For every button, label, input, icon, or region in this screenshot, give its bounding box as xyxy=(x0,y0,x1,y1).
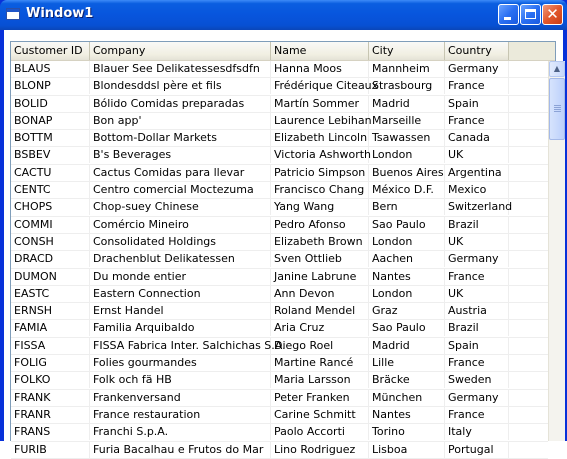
scroll-up-arrow-icon: ▲ xyxy=(553,64,561,73)
cell-country[interactable]: Italy xyxy=(445,424,509,440)
table-row[interactable] xyxy=(11,251,548,268)
cell-city[interactable]: Sao Paulo xyxy=(369,320,445,336)
cell-customer-id[interactable]: DUMON xyxy=(11,269,90,285)
cell-name[interactable]: Martine Rancé xyxy=(271,355,369,371)
close-icon: ✕ xyxy=(546,5,559,23)
cell-customer-id[interactable]: EASTC xyxy=(11,286,90,302)
column-header-country[interactable]: Country xyxy=(445,42,509,60)
cell-customer-id[interactable]: FOLIG xyxy=(11,355,90,371)
table-row[interactable] xyxy=(11,61,548,78)
cell-country[interactable]: UK xyxy=(445,234,509,250)
cell-customer-id[interactable]: BONAP xyxy=(11,113,90,129)
cell-city[interactable]: Torino xyxy=(369,424,445,440)
cell-country[interactable]: France xyxy=(445,355,509,371)
cell-company[interactable]: Consolidated Holdings xyxy=(90,234,271,250)
window-title: Window1 xyxy=(26,6,94,21)
thumb-grip xyxy=(554,107,561,108)
cell-name[interactable]: Victoria Ashworth xyxy=(271,147,369,163)
cell-customer-id[interactable]: FISSA xyxy=(11,338,90,354)
minimize-button[interactable] xyxy=(498,4,519,25)
cell-customer-id[interactable]: CENTC xyxy=(11,182,90,198)
cell-name[interactable]: Yang Wang xyxy=(271,199,369,215)
cell-country[interactable]: Canada xyxy=(445,130,509,146)
cell-customer-id[interactable]: ERNSH xyxy=(11,303,90,319)
cell-customer-id[interactable]: FRANS xyxy=(11,424,90,440)
cell-city[interactable]: Sao Paulo xyxy=(369,217,445,233)
cell-city[interactable]: Tsawassen xyxy=(369,130,445,146)
cell-customer-id[interactable]: CONSH xyxy=(11,234,90,250)
cell-name[interactable]: Aria Cruz xyxy=(271,320,369,336)
cell-city[interactable]: Madrid xyxy=(369,96,445,112)
table-row[interactable] xyxy=(11,113,548,130)
cell-country[interactable]: Switzerland xyxy=(445,199,509,215)
table-row[interactable] xyxy=(11,407,548,424)
cell-country[interactable]: Austria xyxy=(445,303,509,319)
cell-city[interactable]: Madrid xyxy=(369,338,445,354)
cell-country[interactable]: UK xyxy=(445,286,509,302)
cell-company[interactable]: Blauer See Delikatessesdfsdfn xyxy=(90,61,271,77)
cell-country[interactable]: Germany xyxy=(445,251,509,267)
cell-name[interactable]: Lino Rodriguez xyxy=(271,442,369,458)
cell-country[interactable]: Germany xyxy=(445,390,509,406)
customer-grid xyxy=(10,41,561,456)
table-row[interactable] xyxy=(11,130,548,147)
cell-name[interactable]: Laurence Lebihan xyxy=(271,113,369,129)
cell-country[interactable]: Spain xyxy=(445,338,509,354)
cell-city[interactable]: London xyxy=(369,147,445,163)
cell-company[interactable]: Folies gourmandes xyxy=(90,355,271,371)
close-button[interactable] xyxy=(542,4,563,25)
cell-city[interactable]: Aachen xyxy=(369,251,445,267)
table-row[interactable] xyxy=(11,217,548,234)
cell-city[interactable]: Graz xyxy=(369,303,445,319)
cell-country[interactable]: Portugal xyxy=(445,442,509,458)
column-header-customer-id[interactable]: Customer ID xyxy=(11,42,90,60)
cell-company[interactable]: Blondesddsl père et fils xyxy=(90,78,271,94)
vertical-scrollbar[interactable] xyxy=(548,61,565,441)
cell-company[interactable]: Eastern Connection xyxy=(90,286,271,302)
table-row[interactable] xyxy=(11,234,548,251)
cell-company[interactable]: Frankenversand xyxy=(90,390,271,406)
cell-country[interactable]: France xyxy=(445,407,509,423)
table-row[interactable] xyxy=(11,96,548,113)
cell-customer-id[interactable]: FOLKO xyxy=(11,372,90,388)
table-row[interactable] xyxy=(11,338,548,355)
cell-country[interactable]: Spain xyxy=(445,96,509,112)
table-row[interactable] xyxy=(11,269,548,286)
table-row[interactable] xyxy=(11,424,548,441)
cell-name[interactable]: Elizabeth Brown xyxy=(271,234,369,250)
cell-country[interactable]: Brazil xyxy=(445,320,509,336)
cell-customer-id[interactable]: BLONP xyxy=(11,78,90,94)
cell-name[interactable]: Ann Devon xyxy=(271,286,369,302)
cell-company[interactable]: Bon app' xyxy=(90,113,271,129)
cell-customer-id[interactable]: BOTTM xyxy=(11,130,90,146)
cell-city[interactable]: Marseille xyxy=(369,113,445,129)
cell-company[interactable]: Furia Bacalhau e Frutos do Mar xyxy=(90,442,271,458)
cell-customer-id[interactable]: DRACD xyxy=(11,251,90,267)
table-row[interactable] xyxy=(11,320,548,337)
cell-city[interactable]: London xyxy=(369,234,445,250)
table-row[interactable] xyxy=(11,286,548,303)
cell-company[interactable]: Folk och fä HB xyxy=(90,372,271,388)
cell-name[interactable]: Francisco Chang xyxy=(271,182,369,198)
table-row[interactable] xyxy=(11,372,548,389)
cell-city[interactable]: Nantes xyxy=(369,269,445,285)
cell-customer-id[interactable]: FURIB xyxy=(11,442,90,458)
cell-city[interactable]: Lisboa xyxy=(369,442,445,458)
cell-company[interactable]: France restauration xyxy=(90,407,271,423)
cell-company[interactable]: Familia Arquibaldo xyxy=(90,320,271,336)
cell-city[interactable]: México D.F. xyxy=(369,182,445,198)
cell-city[interactable]: Bern xyxy=(369,199,445,215)
cell-city[interactable]: München xyxy=(369,390,445,406)
cell-name[interactable]: Peter Franken xyxy=(271,390,369,406)
cell-name[interactable]: Diego Roel xyxy=(271,338,369,354)
cell-name[interactable]: Frédérique Citeaux xyxy=(271,78,369,94)
cell-company[interactable]: Bólido Comidas preparadas xyxy=(90,96,271,112)
scroll-thumb[interactable] xyxy=(549,78,565,140)
cell-customer-id[interactable]: BOLID xyxy=(11,96,90,112)
table-row[interactable] xyxy=(11,147,548,164)
thumb-grip xyxy=(554,111,561,112)
minimize-icon xyxy=(504,17,511,20)
cell-customer-id[interactable]: FRANK xyxy=(11,390,90,406)
cell-customer-id[interactable]: CHOPS xyxy=(11,199,90,215)
cell-name[interactable]: Hanna Moos xyxy=(271,61,369,77)
cell-name[interactable]: Patricio Simpson xyxy=(271,165,369,181)
cell-country[interactable]: France xyxy=(445,269,509,285)
cell-name[interactable]: Martín Sommer xyxy=(271,96,369,112)
cell-city[interactable]: Mannheim xyxy=(369,61,445,77)
cell-company[interactable]: Drachenblut Delikatessen xyxy=(90,251,271,267)
table-row[interactable] xyxy=(11,182,548,199)
column-header-city[interactable]: City xyxy=(369,42,445,60)
cell-country[interactable]: France xyxy=(445,113,509,129)
cell-customer-id[interactable]: FAMIA xyxy=(11,320,90,336)
maximize-icon xyxy=(525,9,536,19)
scroll-up-button[interactable] xyxy=(549,61,565,77)
cell-customer-id[interactable]: COMMI xyxy=(11,217,90,233)
cell-company[interactable]: Ernst Handel xyxy=(90,303,271,319)
cell-customer-id[interactable]: BSBEV xyxy=(11,147,90,163)
cell-name[interactable]: Pedro Afonso xyxy=(271,217,369,233)
table-row[interactable] xyxy=(11,390,548,407)
cell-name[interactable]: Carine Schmitt xyxy=(271,407,369,423)
cell-customer-id[interactable]: CACTU xyxy=(11,165,90,181)
cell-name[interactable]: Elizabeth Lincoln xyxy=(271,130,369,146)
cell-name[interactable]: Janine Labrune xyxy=(271,269,369,285)
cell-country[interactable]: Argentina xyxy=(445,165,509,181)
table-row[interactable] xyxy=(11,355,548,372)
cell-name[interactable]: Roland Mendel xyxy=(271,303,369,319)
table-row[interactable] xyxy=(11,199,548,216)
cell-city[interactable]: London xyxy=(369,286,445,302)
grid-body xyxy=(11,61,548,459)
table-row[interactable] xyxy=(11,442,548,459)
cell-company[interactable]: FISSA Fabrica Inter. Salchichas S.A. xyxy=(90,338,271,354)
maximize-button[interactable] xyxy=(520,4,541,25)
cell-company[interactable]: Cactus Comidas para llevar xyxy=(90,165,271,181)
grid-header xyxy=(11,42,555,61)
table-row[interactable] xyxy=(11,165,548,182)
table-row[interactable] xyxy=(11,78,548,95)
cell-name[interactable]: Sven Ottlieb xyxy=(271,251,369,267)
cell-country[interactable]: France xyxy=(445,78,509,94)
table-row[interactable] xyxy=(11,303,548,320)
cell-name[interactable]: Paolo Accorti xyxy=(271,424,369,440)
cell-country[interactable]: UK xyxy=(445,147,509,163)
cell-customer-id[interactable]: BLAUS xyxy=(11,61,90,77)
cell-company[interactable]: B's Beverages xyxy=(90,147,271,163)
thumb-grip xyxy=(554,105,561,106)
cell-company[interactable]: Centro comercial Moctezuma xyxy=(90,182,271,198)
cell-country[interactable]: Brazil xyxy=(445,217,509,233)
column-header-name[interactable]: Name xyxy=(271,42,369,60)
thumb-grip xyxy=(554,109,561,110)
cell-city[interactable]: Buenos Aires xyxy=(369,165,445,181)
cell-company[interactable]: Comércio Mineiro xyxy=(90,217,271,233)
cell-city[interactable]: Strasbourg xyxy=(369,78,445,94)
title-bar[interactable] xyxy=(0,0,567,30)
column-header-company[interactable]: Company xyxy=(90,42,271,60)
cell-country[interactable]: Germany xyxy=(445,61,509,77)
cell-country[interactable]: Mexico xyxy=(445,182,509,198)
cell-customer-id[interactable]: FRANR xyxy=(11,407,90,423)
cell-name[interactable]: Maria Larsson xyxy=(271,372,369,388)
cell-company[interactable]: Franchi S.p.A. xyxy=(90,424,271,440)
cell-country[interactable]: Sweden xyxy=(445,372,509,388)
cell-city[interactable]: Nantes xyxy=(369,407,445,423)
cell-city[interactable]: Lille xyxy=(369,355,445,371)
cell-company[interactable]: Du monde entier xyxy=(90,269,271,285)
window-client-area xyxy=(4,30,563,456)
cell-company[interactable]: Bottom-Dollar Markets xyxy=(90,130,271,146)
cell-city[interactable]: Bräcke xyxy=(369,372,445,388)
window-icon xyxy=(6,8,20,20)
cell-company[interactable]: Chop-suey Chinese xyxy=(90,199,271,215)
